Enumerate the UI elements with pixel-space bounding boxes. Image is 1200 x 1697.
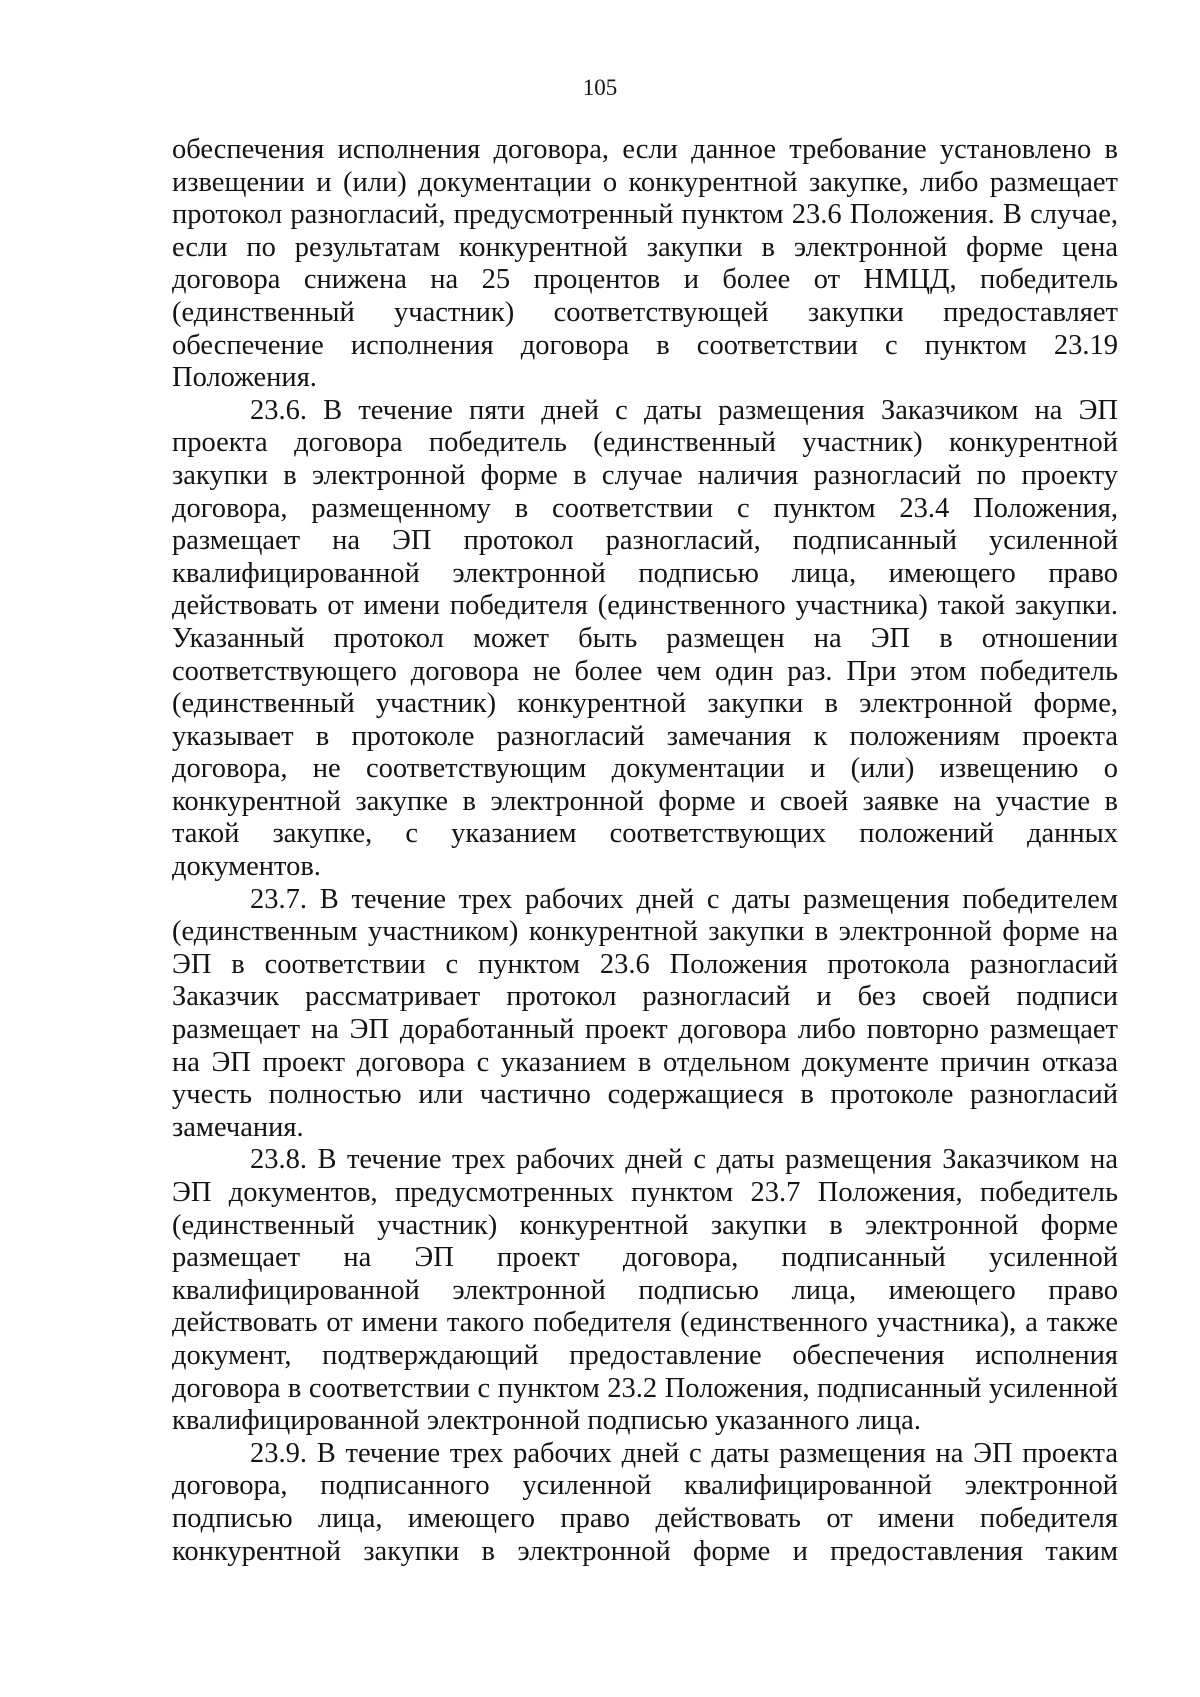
paragraph-23-6: 23.6. В течение пяти дней с даты размещения Заказчиком на ЭП проекта договора победитель (единственный участник) конкурентной закупки в электронной форме в случае наличия разногласий по проекту договора, размещенному в соответствии с пунктом 23.4 Положения, размещает на ЭП протокол разногласий, подписанный усиленной квалифицированной электронной подписью лица, имеющего право действовать от имени победителя (единственного участника) такой закупки. Указанный протокол может быть размещен на ЭП в отношении соответствующего договора не более чем один раз. При этом победитель (единственный участник) конкурентной закупки в электронной форме, указывает в протоколе разногласий замечания к положениям проекта договора, не соответствующим документации и (или) извещению о конкурентной закупке в электронной форме и своей заявке на участие в такой закупке, с указанием соответствующих положений данных документов. <box>172 394 1118 883</box>
paragraph-23-7: 23.7. В течение трех рабочих дней с даты размещения победителем (единственным участником) конкурентной закупки в электронной форме на ЭП в соответствии с пунктом 23.6 Положения протокола разногласий Заказчик рассматривает протокол разногласий и без своей подписи размещает на ЭП доработанный проект договора либо повторно размещает на ЭП проект договора с указанием в отдельном документе причин отказа учесть полностью или частично содержащиеся в протоколе разногласий замечания. <box>172 883 1118 1143</box>
document-body <box>172 134 1118 1568</box>
page-number: 105 <box>582 75 618 100</box>
paragraph-continuation: обеспечения исполнения договора, если данное требование установлено в извещении и (или) документации о конкурентной закупке, либо размещает протокол разногласий, предусмотренный пунктом 23.6 Положения. В случае, если по результатам конкурентной закупки в электронной форме цена договора снижена на 25 процентов и более от НМЦД, победитель (единственный участник) соответствующей закупки предоставляет обеспечение исполнения договора в соответствии с пунктом 23.19 Положения. <box>172 134 1118 394</box>
paragraph-23-9: 23.9. В течение трех рабочих дней с даты размещения на ЭП проекта договора, подписанного усиленной квалифицированной электронной подписью лица, имеющего право действовать от имени победителя конкурентной закупки в электронной форме и предоставления таким <box>172 1437 1118 1567</box>
paragraph-23-8: 23.8. В течение трех рабочих дней с даты размещения Заказчиком на ЭП документов, предусмотренных пунктом 23.7 Положения, победитель (единственный участник) конкурентной закупки в электронной форме размещает на ЭП проект договора, подписанный усиленной квалифицированной электронной подписью лица, имеющего право действовать от имени такого победителя (единственного участника), а также документ, подтверждающий предоставление обеспечения исполнения договора в соответствии с пунктом 23.2 Положения, подписанный усиленной квалифицированной электронной подписью указанного лица. <box>172 1144 1118 1437</box>
